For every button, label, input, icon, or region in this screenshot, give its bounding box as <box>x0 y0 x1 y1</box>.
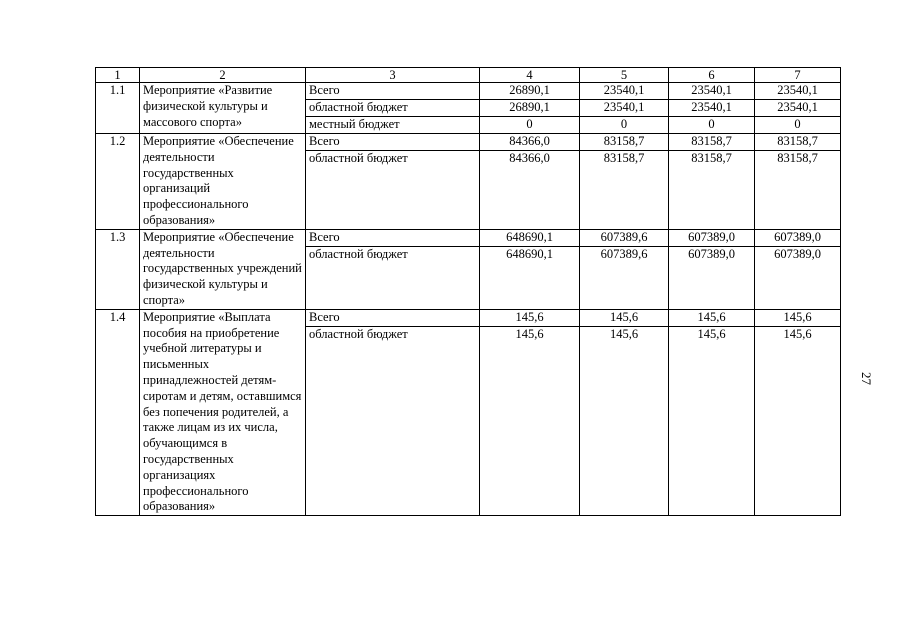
header-cell: 7 <box>755 68 841 83</box>
source-column <box>306 309 480 515</box>
value-cell: 0 <box>620 117 628 131</box>
value-cell: 84366,0 <box>480 134 579 151</box>
value-cell: 607389,6 <box>600 246 648 261</box>
sub-table <box>755 310 840 343</box>
value-cell: 0 <box>526 117 533 131</box>
sub-row <box>669 230 754 247</box>
sub-row <box>755 83 840 100</box>
sub-row <box>580 117 668 134</box>
value-cell: 23540,1 <box>580 83 668 100</box>
value-cell: 83158,7 <box>691 151 732 165</box>
value-cell: 607389,6 <box>580 230 668 247</box>
sub-row <box>755 117 840 134</box>
sub-table <box>580 134 668 167</box>
header-cell: 1 <box>96 68 140 83</box>
value-cell: 83158,7 <box>755 134 840 151</box>
row-number: 1.2 <box>96 134 140 230</box>
sub-table <box>669 134 754 167</box>
sub-row <box>755 151 840 168</box>
sub-table <box>669 230 754 263</box>
measure-name: Мероприятие «Выплата пособия на приобретение учебной литературы и письменных принадлежностей детям-сиротам и детям, оставшимся без попечения родителей, а также лицам из их числа, обучающимся в государственных организациях профессионального образования» <box>140 309 306 515</box>
sub-row <box>580 83 668 100</box>
sub-row <box>480 117 579 134</box>
sub-row <box>580 246 668 263</box>
sub-row <box>755 326 840 343</box>
source-column <box>306 134 480 230</box>
header-cell: 2 <box>140 68 306 83</box>
source-column <box>306 229 480 309</box>
source-label: Всего <box>306 134 479 151</box>
value-cell: 83158,7 <box>580 134 668 151</box>
value-cell: 0 <box>794 117 801 131</box>
value-column <box>580 134 669 230</box>
value-column <box>580 309 669 515</box>
value-column <box>480 309 580 515</box>
value-cell: 23540,1 <box>669 100 754 117</box>
value-cell: 83158,7 <box>669 134 754 151</box>
source-label: местный бюджет <box>309 117 400 131</box>
sub-table <box>669 83 754 133</box>
value-column <box>755 309 841 515</box>
sub-table <box>580 310 668 343</box>
value-column <box>480 229 580 309</box>
sub-row <box>580 151 668 168</box>
sub-row <box>480 100 579 117</box>
sub-row <box>480 83 579 100</box>
sub-table <box>755 230 840 263</box>
table-body <box>96 68 841 516</box>
sub-table <box>580 230 668 263</box>
value-cell: 607389,0 <box>774 246 821 261</box>
sub-row <box>306 230 479 247</box>
sub-row <box>755 230 840 247</box>
value-cell: 607389,0 <box>688 246 735 261</box>
value-column <box>669 83 755 134</box>
measure-name: Мероприятие «Развитие физической культуры и массового спорта» <box>140 83 306 134</box>
sub-row <box>480 230 579 247</box>
value-cell: 23540,1 <box>755 100 840 117</box>
sub-row <box>580 326 668 343</box>
value-cell: 145,6 <box>783 326 812 341</box>
sub-row <box>480 246 579 263</box>
sub-table <box>480 83 579 133</box>
sub-row <box>306 151 479 168</box>
sub-row <box>480 310 579 327</box>
sub-table <box>480 134 579 167</box>
value-cell: 145,6 <box>755 310 840 327</box>
value-cell: 0 <box>708 117 715 131</box>
sub-table <box>669 310 754 343</box>
measure-name: Мероприятие «Обеспечение деятельности государственных организаций профессионального образования» <box>140 134 306 230</box>
table-row <box>96 83 841 134</box>
value-cell: 145,6 <box>609 326 639 341</box>
sub-row <box>306 134 479 151</box>
sub-row <box>669 310 754 327</box>
value-column <box>755 134 841 230</box>
sub-row <box>306 117 479 134</box>
row-number: 1.1 <box>96 83 140 134</box>
sub-row <box>669 117 754 134</box>
sub-row <box>755 310 840 327</box>
value-cell: 145,6 <box>697 326 726 341</box>
sub-row <box>669 134 754 151</box>
sub-row <box>755 246 840 263</box>
table-row <box>96 134 841 230</box>
value-column <box>669 229 755 309</box>
sub-row <box>580 310 668 327</box>
sub-table <box>306 310 479 343</box>
source-label: областной бюджет <box>306 100 479 117</box>
value-cell: 84366,0 <box>509 151 550 165</box>
sub-table <box>306 83 479 133</box>
sub-row <box>480 151 579 168</box>
sub-row <box>755 100 840 117</box>
measure-name: Мероприятие «Обеспечение деятельности государственных учреждений физической культуры и спорта» <box>140 229 306 309</box>
row-number: 1.4 <box>96 309 140 515</box>
value-cell: 607389,0 <box>755 230 840 247</box>
source-label: Всего <box>306 310 479 327</box>
value-cell: 83158,7 <box>603 151 645 165</box>
source-label: областной бюджет <box>309 151 408 165</box>
value-cell: 648690,1 <box>480 230 579 247</box>
source-label: Всего <box>306 83 479 100</box>
value-column <box>755 83 841 134</box>
value-column <box>669 134 755 230</box>
value-cell: 23540,1 <box>580 100 668 117</box>
sub-row <box>580 134 668 151</box>
row-number: 1.3 <box>96 229 140 309</box>
sub-table <box>755 134 840 167</box>
sub-row <box>306 310 479 327</box>
value-column <box>480 83 580 134</box>
sub-row <box>669 83 754 100</box>
sub-row <box>306 100 479 117</box>
value-column <box>580 229 669 309</box>
value-cell: 145,6 <box>669 310 754 327</box>
sub-row <box>306 246 479 263</box>
sub-row <box>580 100 668 117</box>
value-column <box>580 83 669 134</box>
value-cell: 145,6 <box>580 310 668 327</box>
value-cell: 26890,1 <box>480 83 579 100</box>
source-column <box>306 83 480 134</box>
source-label: областной бюджет <box>309 326 408 341</box>
value-cell: 23540,1 <box>755 83 840 100</box>
value-column <box>755 229 841 309</box>
sub-table <box>306 134 479 167</box>
sub-row <box>669 151 754 168</box>
sub-row <box>755 134 840 151</box>
sub-row <box>306 83 479 100</box>
header-cell: 3 <box>306 68 480 83</box>
sub-table <box>306 230 479 263</box>
sub-row <box>306 326 479 343</box>
value-column <box>480 134 580 230</box>
table-row <box>96 309 841 515</box>
value-cell: 607389,0 <box>669 230 754 247</box>
sub-table <box>480 310 579 343</box>
value-cell: 145,6 <box>515 326 544 341</box>
sub-table <box>755 83 840 133</box>
value-cell: 26890,1 <box>480 100 579 117</box>
sub-row <box>669 326 754 343</box>
value-cell: 23540,1 <box>669 83 754 100</box>
sub-row <box>669 246 754 263</box>
sub-table <box>480 230 579 263</box>
value-column <box>669 309 755 515</box>
sub-row <box>580 230 668 247</box>
sub-row <box>480 326 579 343</box>
sub-table <box>580 83 668 133</box>
value-cell: 83158,7 <box>777 151 818 165</box>
header-cell: 4 <box>480 68 580 83</box>
value-cell: 648690,1 <box>506 246 553 261</box>
header-cell: 6 <box>669 68 755 83</box>
source-label: Всего <box>306 230 479 247</box>
header-row <box>96 68 841 83</box>
sub-row <box>480 134 579 151</box>
page-number: 27 <box>859 372 874 385</box>
table-row <box>96 229 841 309</box>
sub-row <box>669 100 754 117</box>
budget-table <box>95 67 841 516</box>
header-cell: 5 <box>580 68 669 83</box>
value-cell: 145,6 <box>480 310 579 327</box>
source-label: областной бюджет <box>309 246 408 261</box>
